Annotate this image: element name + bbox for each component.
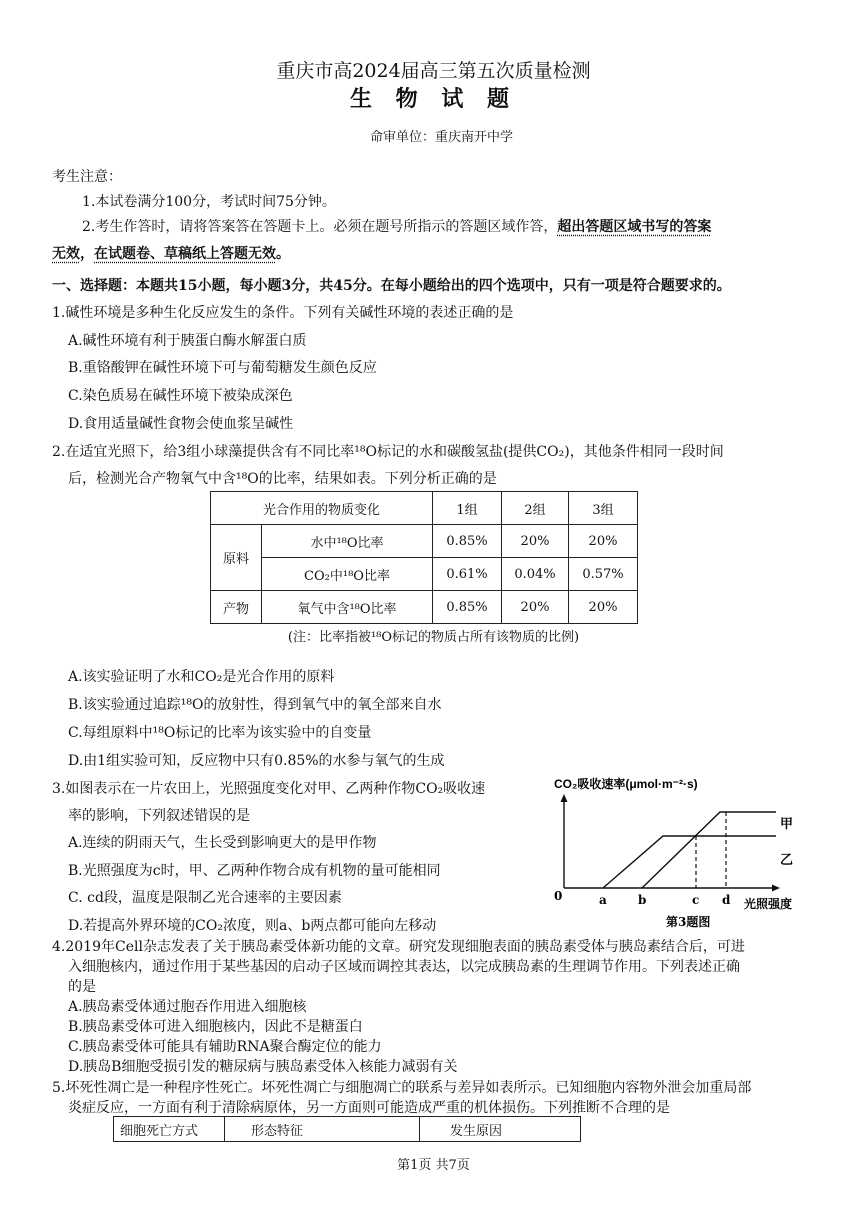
q3-stem-2: 率的影响，下列叙述错误的是 [68,808,250,824]
q4-stem-2: 入细胞核内，通过作用于某些基因的启动子区域而调控其表达，以完成胰岛素的生理调节作用。下列表述正确 [68,959,740,975]
q2-table [210,491,638,624]
series-jia-label: 甲 [780,817,794,832]
figure-caption: 第3题图 [666,915,711,929]
series-yi-line [603,836,776,888]
q1-option-c: C.染色质易在碱性环境下被染成深色 [68,388,293,404]
q2-table-row-label: CO₂中¹⁸O比率 [262,558,433,591]
q4-option-b: B.胰岛素受体可进入细胞核内，因此不是糖蛋白 [68,1019,363,1035]
tick-d: d [722,893,731,907]
q2-table-cell: 0.57% [569,558,638,591]
figure-y-label: CO₂吸收速率(μmol·m⁻²·s) [554,777,698,791]
q2-table-cell: 0.85% [433,525,502,558]
q5-table [113,1116,581,1142]
q2-table-cell: 20% [502,525,569,558]
q4-stem-3: 的是 [68,979,96,995]
q3-option-c: C. cd段，温度是限制乙光合速率的主要因素 [68,890,342,906]
q2-table-header-2: 2组 [502,492,569,525]
q2-option-a: A.该实验证明了水和CO₂是光合作用的原料 [68,669,335,685]
q2-table-row-label: 水中¹⁸O比率 [262,525,433,558]
tick-b: b [638,893,647,907]
q3-stem-1: 3.如图表示在一片农田上，光照强度变化对甲、乙两种作物CO₂吸收速 [52,781,486,797]
q5-table-header-1: 形态特征 [225,1117,420,1142]
q5-stem-1: 5.坏死性凋亡是一种程序性死亡。坏死性凋亡与细胞凋亡的联系与差异如表所示。已知细胞内容物外泄会加重局部 [52,1080,752,1096]
q3-figure [548,770,818,935]
notice-item-2: 2.考生作答时，请将答案答在答题卡上。必须在题号所指示的答题区域作答，超出答题区域书写的答案 [82,219,712,235]
q2-option-b: B.该实验通过追踪¹⁸O的放射性，得到氧气中的氧全部来自水 [68,697,442,713]
q2-table-cell: 0.61% [433,558,502,591]
subject-title: 生 物 试 题 [350,86,517,112]
q2-table-group-raw: 原料 [211,525,262,591]
q3-option-d: D.若提高外界环境的CO₂浓度，则a、b两点都可能向左移动 [68,918,437,934]
q4-option-a: A.胰岛素受体通过胞吞作用进入细胞核 [68,999,307,1015]
series-yi-label: 乙 [780,853,794,868]
q2-table-cell: 0.85% [433,591,502,624]
q2-table-cell: 20% [569,525,638,558]
q5-table-header-2: 发生原因 [420,1117,581,1142]
q1-option-a: A.碱性环境有利于胰蛋白酶水解蛋白质 [68,333,307,349]
q5-table-header-0: 细胞死亡方式 [114,1117,225,1142]
q2-option-d: D.由1组实验可知，反应物中只有0.85%的水参与氧气的生成 [68,753,445,769]
q2-table-cell: 20% [569,591,638,624]
q2-table-header-0: 光合作用的物质变化 [211,492,433,525]
q1-stem: 1.碱性环境是多种生化反应发生的条件。下列有关碱性环境的表述正确的是 [52,305,514,321]
q2-table-group-product: 产物 [211,591,262,624]
tick-a: a [599,893,607,907]
q5-stem-2: 炎症反应，一方面有利于清除病原体，另一方面则可能造成严重的机体损伤。下列推断不合理的是 [68,1100,670,1116]
q3-option-b: B.光照强度为c时，甲、乙两种作物合成有机物的量可能相同 [68,863,441,879]
q2-table-cell: 0.04% [502,558,569,591]
y-axis-arrow [561,794,568,802]
notice-label: 考生注意： [52,169,122,185]
q4-stem-1: 4.2019年Cell杂志发表了关于胰岛素受体新功能的文章。研究发现细胞表面的胰岛素受体与胰岛素结合后，可进 [52,939,745,955]
notice-item-2-cont: 无效，在试题卷、草稿纸上答题无效。 [52,246,290,262]
q1-option-d: D.食用适量碱性食物会使血浆呈碱性 [68,416,294,432]
section-heading: 一、选择题：本题共15小题，每小题3分，共45分。在每小题给出的四个选项中，只有一项是符合题要求的。 [52,278,731,294]
q2-option-c: C.每组原料中¹⁸O标记的比率为该实验中的自变量 [68,725,372,741]
q2-table-row-label: 氧气中含¹⁸O比率 [262,591,433,624]
exam-title: 重庆市高2024届高三第五次质量检测 [276,60,591,82]
q3-option-a: A.连续的阴雨天气，生长受到影响更大的是甲作物 [68,835,377,851]
q4-option-d: D.胰岛B细胞受损引发的糖尿病与胰岛素受体入核能力减弱有关 [68,1059,458,1075]
q2-stem-1: 2.在适宜光照下，给3组小球藻提供含有不同比率¹⁸O标记的水和碳酸氢盐(提供CO₂)，其他条件相同一段时间 [52,444,724,460]
q2-table-header-3: 3组 [569,492,638,525]
notice-item-1: 1.本试卷满分100分，考试时间75分钟。 [82,194,336,210]
origin-label: 0 [554,889,563,903]
q1-option-b: B.重铬酸钾在碱性环境下可与葡萄糖发生颜色反应 [68,360,377,376]
x-axis-arrow [772,885,780,892]
q2-table-note: (注：比率指被¹⁸O标记的物质占所有该物质的比例) [287,630,580,645]
setter-line: 命审单位：重庆南开中学 [370,130,514,145]
page-footer: 第1页 共7页 [397,1158,470,1173]
series-jia-line [642,812,776,888]
q2-table-header-1: 1组 [433,492,502,525]
q2-stem-2: 后，检测光合产物氧气中含¹⁸O的比率，结果如表。下列分析正确的是 [68,471,497,487]
q4-option-c: C.胰岛素受体可能具有辅助RNA聚合酶定位的能力 [68,1039,382,1055]
tick-c: c [692,893,700,907]
figure-x-label: 光照强度 [744,897,793,911]
q2-table-cell: 20% [502,591,569,624]
